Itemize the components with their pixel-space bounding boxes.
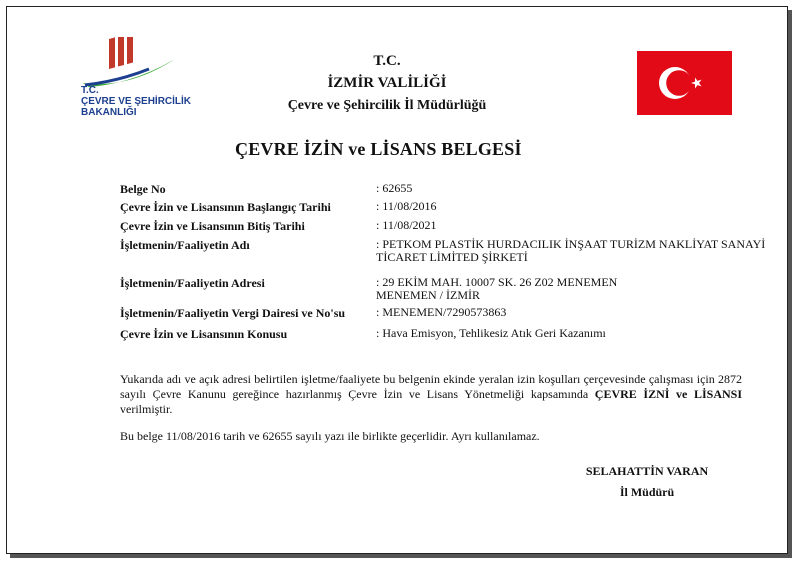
signatory-title: İl Müdürü	[619, 485, 675, 499]
logo-line-2: ÇEVRE VE ŞEHİRCİLİK	[81, 96, 192, 107]
field-value: : Hava Emisyon, Tehlikesiz Atık Geri Kazanımı	[376, 326, 606, 340]
document-title: ÇEVRE İZİN ve LİSANS BELGESİ	[235, 139, 522, 159]
field-label: Belge No	[120, 182, 166, 196]
field-label: İşletmenin/Faaliyetin Vergi Dairesi ve No'su	[120, 306, 346, 320]
field-label: İşletmenin/Faaliyetin Adresi	[120, 276, 265, 290]
field-label: Çevre İzin ve Lisansının Konusu	[120, 327, 288, 341]
field-value: : 11/08/2016	[376, 199, 437, 213]
authorization-paragraph	[120, 372, 742, 417]
field-value: : 62655	[376, 181, 413, 195]
logo-line-1: T.C.	[81, 85, 99, 96]
field-label: Çevre İzin ve Lisansının Başlangıç Tarihi	[120, 200, 331, 214]
issuer-header	[237, 51, 537, 117]
field-label: İşletmenin/Faaliyetin Adı	[120, 238, 250, 252]
paragraph-bold-text: ÇEVRE İZNİ ve LİSANSI	[594, 387, 742, 401]
field-value: : 11/08/2021	[376, 218, 437, 232]
ministry-logo-text	[81, 85, 191, 118]
header-tc: T.C.	[373, 53, 401, 69]
paragraph-text-after: verilmiştir.	[120, 402, 173, 416]
turkish-flag-icon	[637, 51, 732, 115]
paragraph-text-before: Yukarıda adı ve açık adresi belirtilen işletme/faaliyete bu belgenin ekinde yeralan izin koşulları çerçevesinde çalışması için 2872 sayılı Çevre Kanunu gereğince hazırlanmış Çevre İzin ve Lisans Yönetmeliği kapsamında	[120, 372, 742, 401]
signature-block	[567, 461, 727, 503]
field-value: : 29 EKİM MAH. 10007 SK. 26 Z02 MENEMEN MENEMEN / İZMİR	[376, 275, 618, 302]
validity-paragraph: Bu belge 11/08/2016 tarih ve 62655 sayılı yazı ile birlikte geçerlidir. Ayrı kullanılamaz.	[120, 429, 540, 443]
certificate-frame	[6, 6, 788, 554]
field-label: Çevre İzin ve Lisansının Bitiş Tarihi	[120, 219, 305, 233]
logo-line-3: BAKANLIĞI	[81, 107, 137, 118]
signatory-name: SELAHATTİN VARAN	[585, 464, 709, 478]
field-value: : MENEMEN/7290573863	[376, 305, 507, 319]
field-value: : PETKOM PLASTİK HURDACILIK İNŞAAT TURİZM NAKLİYAT SANAYİ TİCARET LİMİTED ŞİRKETİ	[376, 237, 766, 264]
header-directorate: Çevre ve Şehircilik İl Müdürlüğü	[287, 98, 487, 113]
header-governorship: İZMİR VALİLİĞİ	[327, 75, 447, 91]
